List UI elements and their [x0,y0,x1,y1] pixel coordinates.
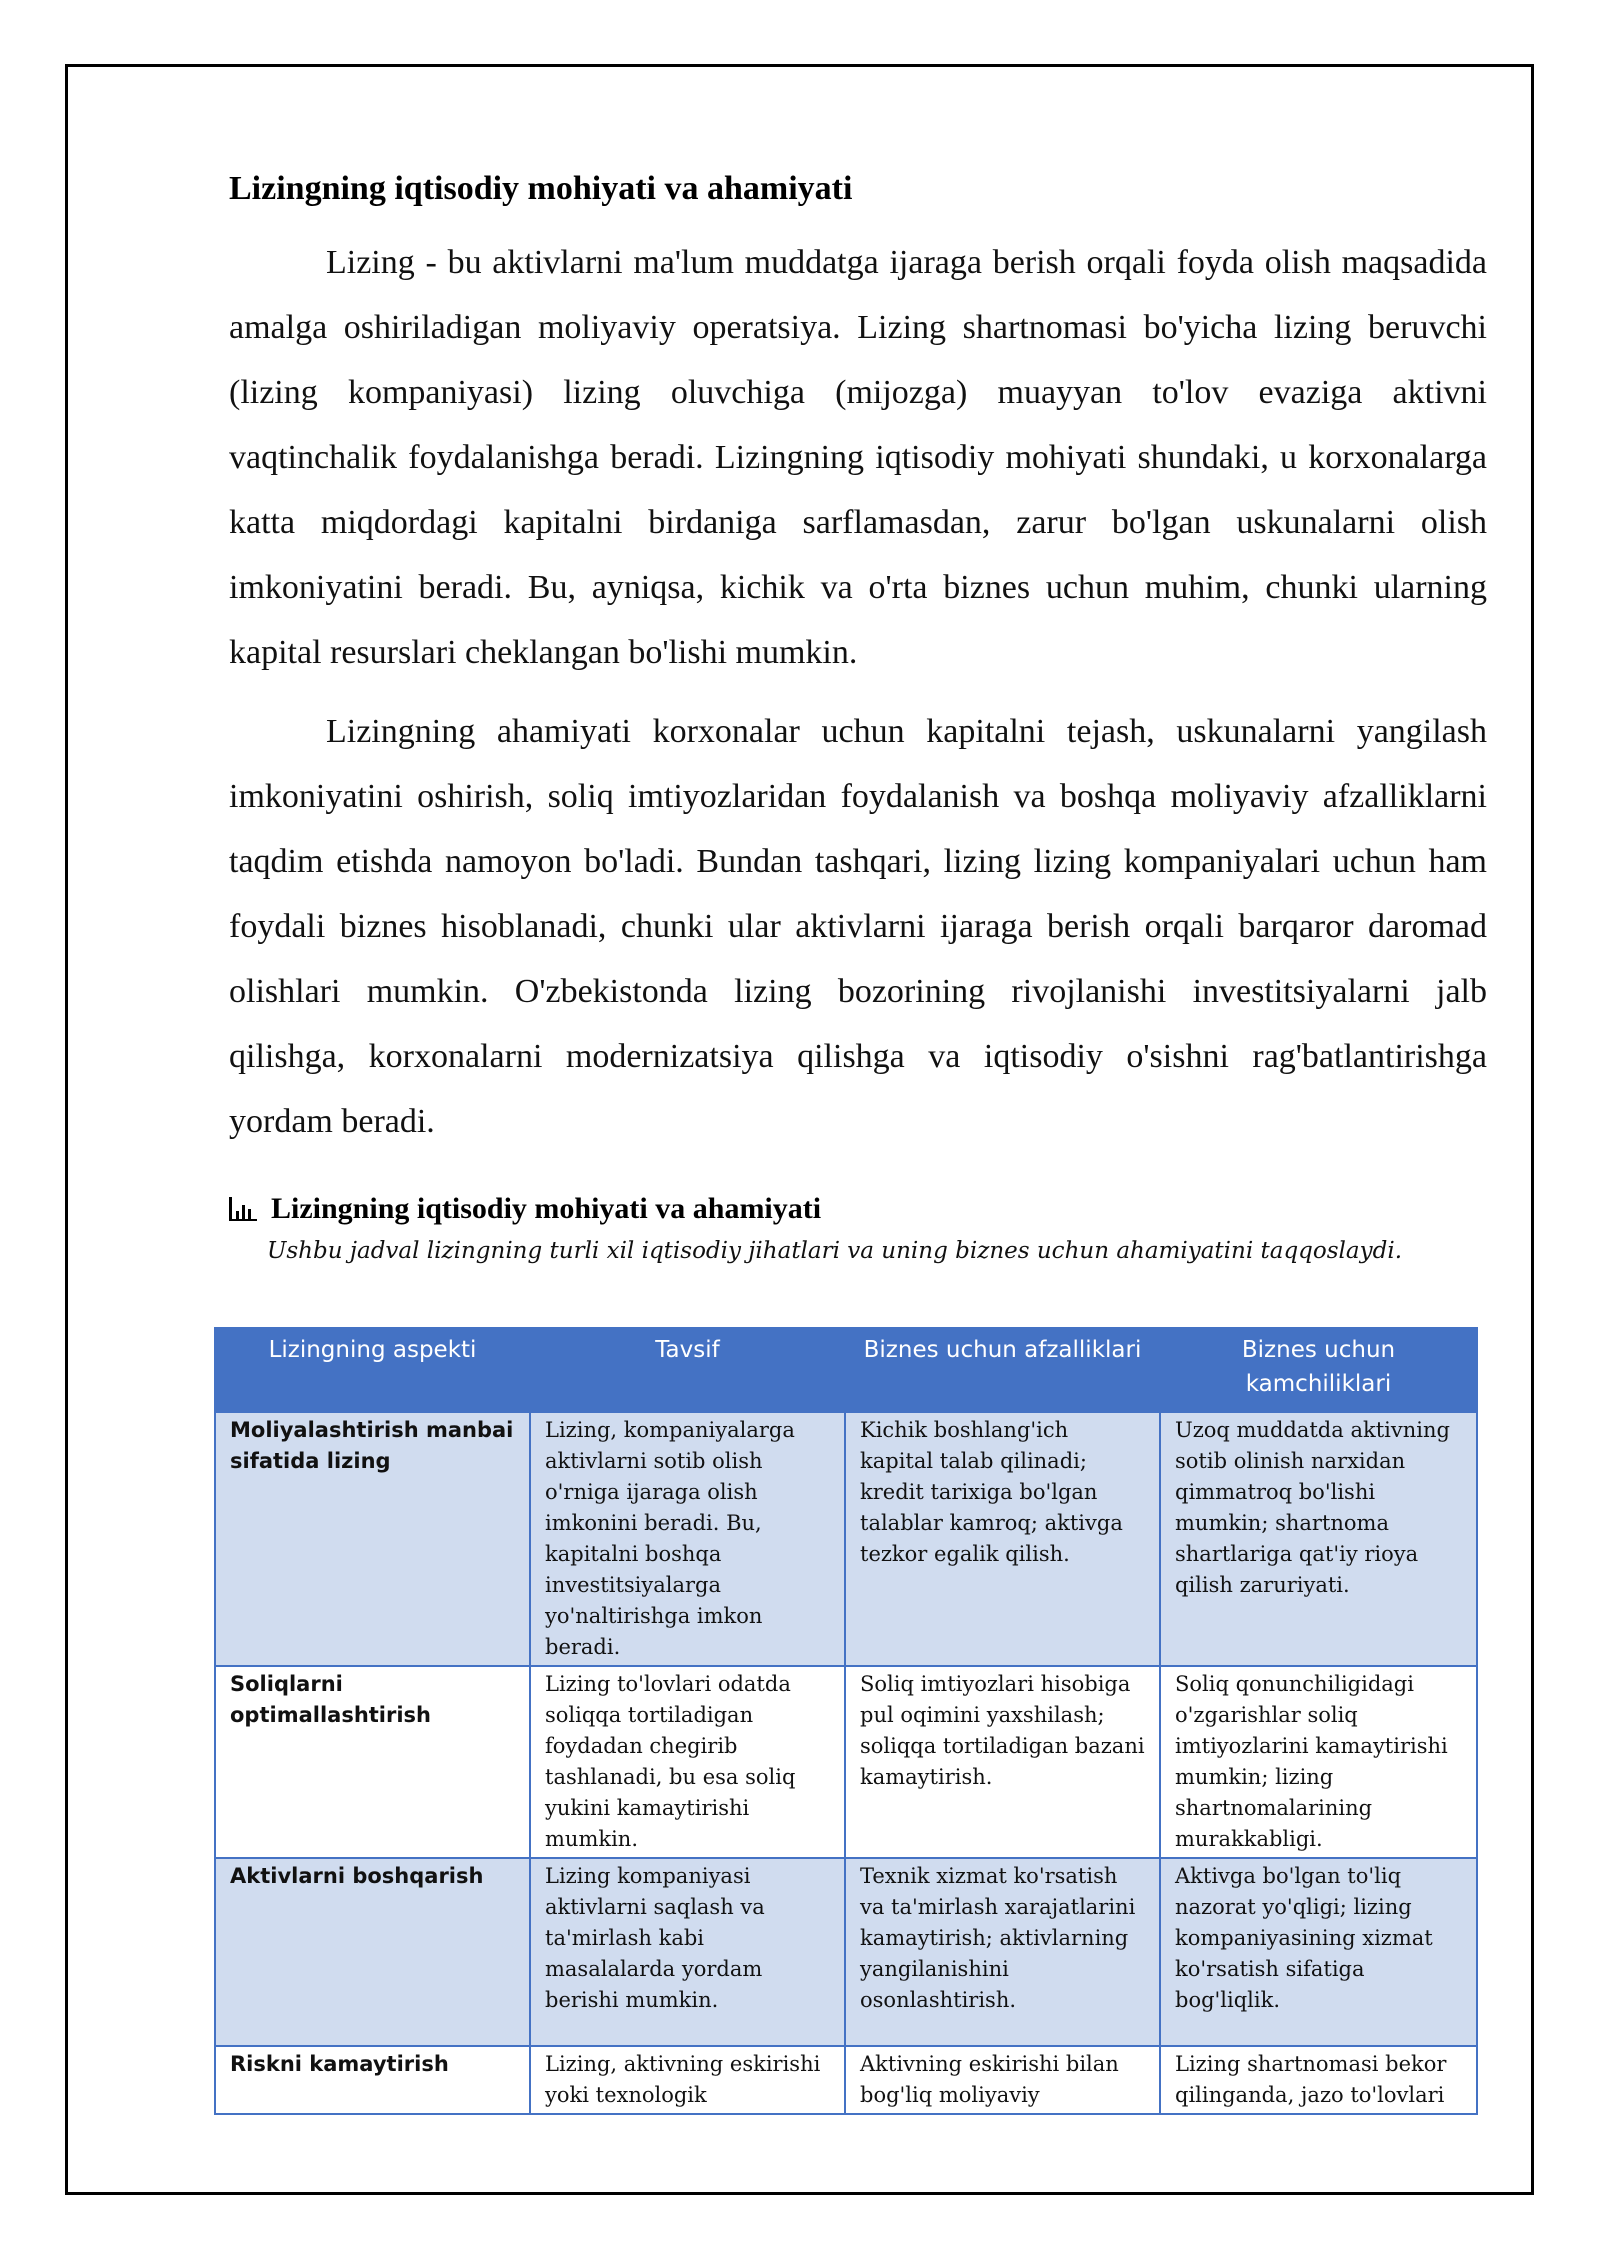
document-body [229,170,1487,1284]
table-title [229,1192,1487,1226]
cell-disadvantages: Lizing shartnomasi bekor qilinganda, jazo to'lovlari [1160,2046,1477,2114]
table-row [215,1412,1477,1666]
table-header-row [215,1328,1477,1412]
table-row [215,1858,1477,2046]
table-title-text: Lizingning iqtisodiy mohiyati va ahamiyati [271,1192,822,1225]
paragraph-1: Lizing - bu aktivlarni ma'lum muddatga ijaraga berish orqali foyda olish maqsadida amalga oshiriladigan moliyaviy operatsiya. Lizing shartnomasi bo'yicha lizing beruvchi (lizing kompaniyasi) lizing oluvchiga (mijozga) muayyan to'lov evaziga aktivni vaqtinchalik foydalanishga beradi. Lizingning iqtisodiy mohiyati shundaki, u korxonalarga katta miqdordagi kapitalni birdaniga sarflamasdan, zarur bo'lgan uskunalarni olish imkoniyatini beradi. Bu, ayniqsa, kichik va o'rta biznes uchun muhim, chunki ularning kapital resurslari cheklangan bo'lishi mumkin. [229,244,1487,671]
header-disadvantages: Biznes uchun kamchiliklari [1160,1328,1477,1412]
header-advantages: Biznes uchun afzalliklari [845,1328,1160,1412]
paragraph-2: Lizingning ahamiyati korxonalar uchun kapitalni tejash, uskunalarni yangilash imkoniyatini oshirish, soliq imtiyozlaridan foydalanish va boshqa moliyaviy afzalliklarni taqdim etishda namoyon bo'ladi. Bundan tashqari, lizing lizing kompaniyalari uchun ham foydali biznes hisoblanadi, chunki ular aktivlarni ijaraga berish orqali barqaror daromad olishlari mumkin. O'zbekistonda lizing bozorining rivojlanishi investitsiyalarni jalb qilishga, korxonalarni modernizatsiya qilishga va iqtisodiy o'sishni rag'batlantirishga yordam beradi. [229,713,1487,1140]
cell-advantages: Texnik xizmat ko'rsatish va ta'mirlash xarajatlarini kamaytirish; aktivlarning yangilanishini osonlashtirish. [845,1858,1160,2046]
cell-disadvantages: Aktivga bo'lgan to'liq nazorat yo'qligi; lizing kompaniyasining xizmat ko'rsatish sifatiga bog'liqlik. [1160,1858,1477,2046]
cell-aspect: Moliyalashtirish manbai sifatida lizing [215,1412,530,1666]
header-aspect: Lizingning aspekti [215,1328,530,1412]
cell-disadvantages: Uzoq muddatda aktivning sotib olinish narxidan qimmatroq bo'lishi mumkin; shartnoma shartlariga qat'iy rioya qilish zaruriyati. [1160,1412,1477,1666]
bar-chart-icon [229,1197,257,1221]
cell-description: Lizing to'lovlari odatda soliqqa tortiladigan foydadan chegirib tashlanadi, bu esa soliq yukini kamaytirishi mumkin. [530,1666,845,1858]
cell-advantages: Aktivning eskirishi bilan bog'liq moliyaviy [845,2046,1160,2114]
cell-description: Lizing, kompaniyalarga aktivlarni sotib olish o'rniga ijaraga olish imkonini beradi. Bu, kapitalni boshqa investitsiyalarga yo'naltirishga imkon beradi. [530,1412,845,1666]
table-row [215,2046,1477,2114]
cell-advantages: Soliq imtiyozlari hisobiga pul oqimini yaxshilash; soliqqa tortiladigan bazani kamaytirish. [845,1666,1160,1858]
cell-advantages: Kichik boshlang'ich kapital talab qilinadi; kredit tarixiga bo'lgan talablar kamroq; aktivga tezkor egalik qilish. [845,1412,1160,1666]
section-heading: Lizingning iqtisodiy mohiyati va ahamiyati [229,170,853,207]
cell-description: Lizing kompaniyasi aktivlarni saqlash va ta'mirlash kabi masalalarda yordam berishi mumkin. [530,1858,845,2046]
cell-description: Lizing, aktivning eskirishi yoki texnologik [530,2046,845,2114]
cell-aspect: Aktivlarni boshqarish [215,1858,530,2046]
table-row [215,1666,1477,1858]
table-caption: Ushbu jadval lizingning turli xil iqtisodiy jihatlari va uning biznes uchun ahamiyatini taqqoslaydi. [267,1238,1403,1264]
comparison-table [214,1327,1478,2115]
header-description: Tavsif [530,1328,845,1412]
cell-disadvantages: Soliq qonunchiligidagi o'zgarishlar soliq imtiyozlarini kamaytirishi mumkin; lizing shartnomalarining murakkabligi. [1160,1666,1477,1858]
cell-aspect: Riskni kamaytirish [215,2046,530,2114]
cell-aspect: Soliqlarni optimallashtirish [215,1666,530,1858]
